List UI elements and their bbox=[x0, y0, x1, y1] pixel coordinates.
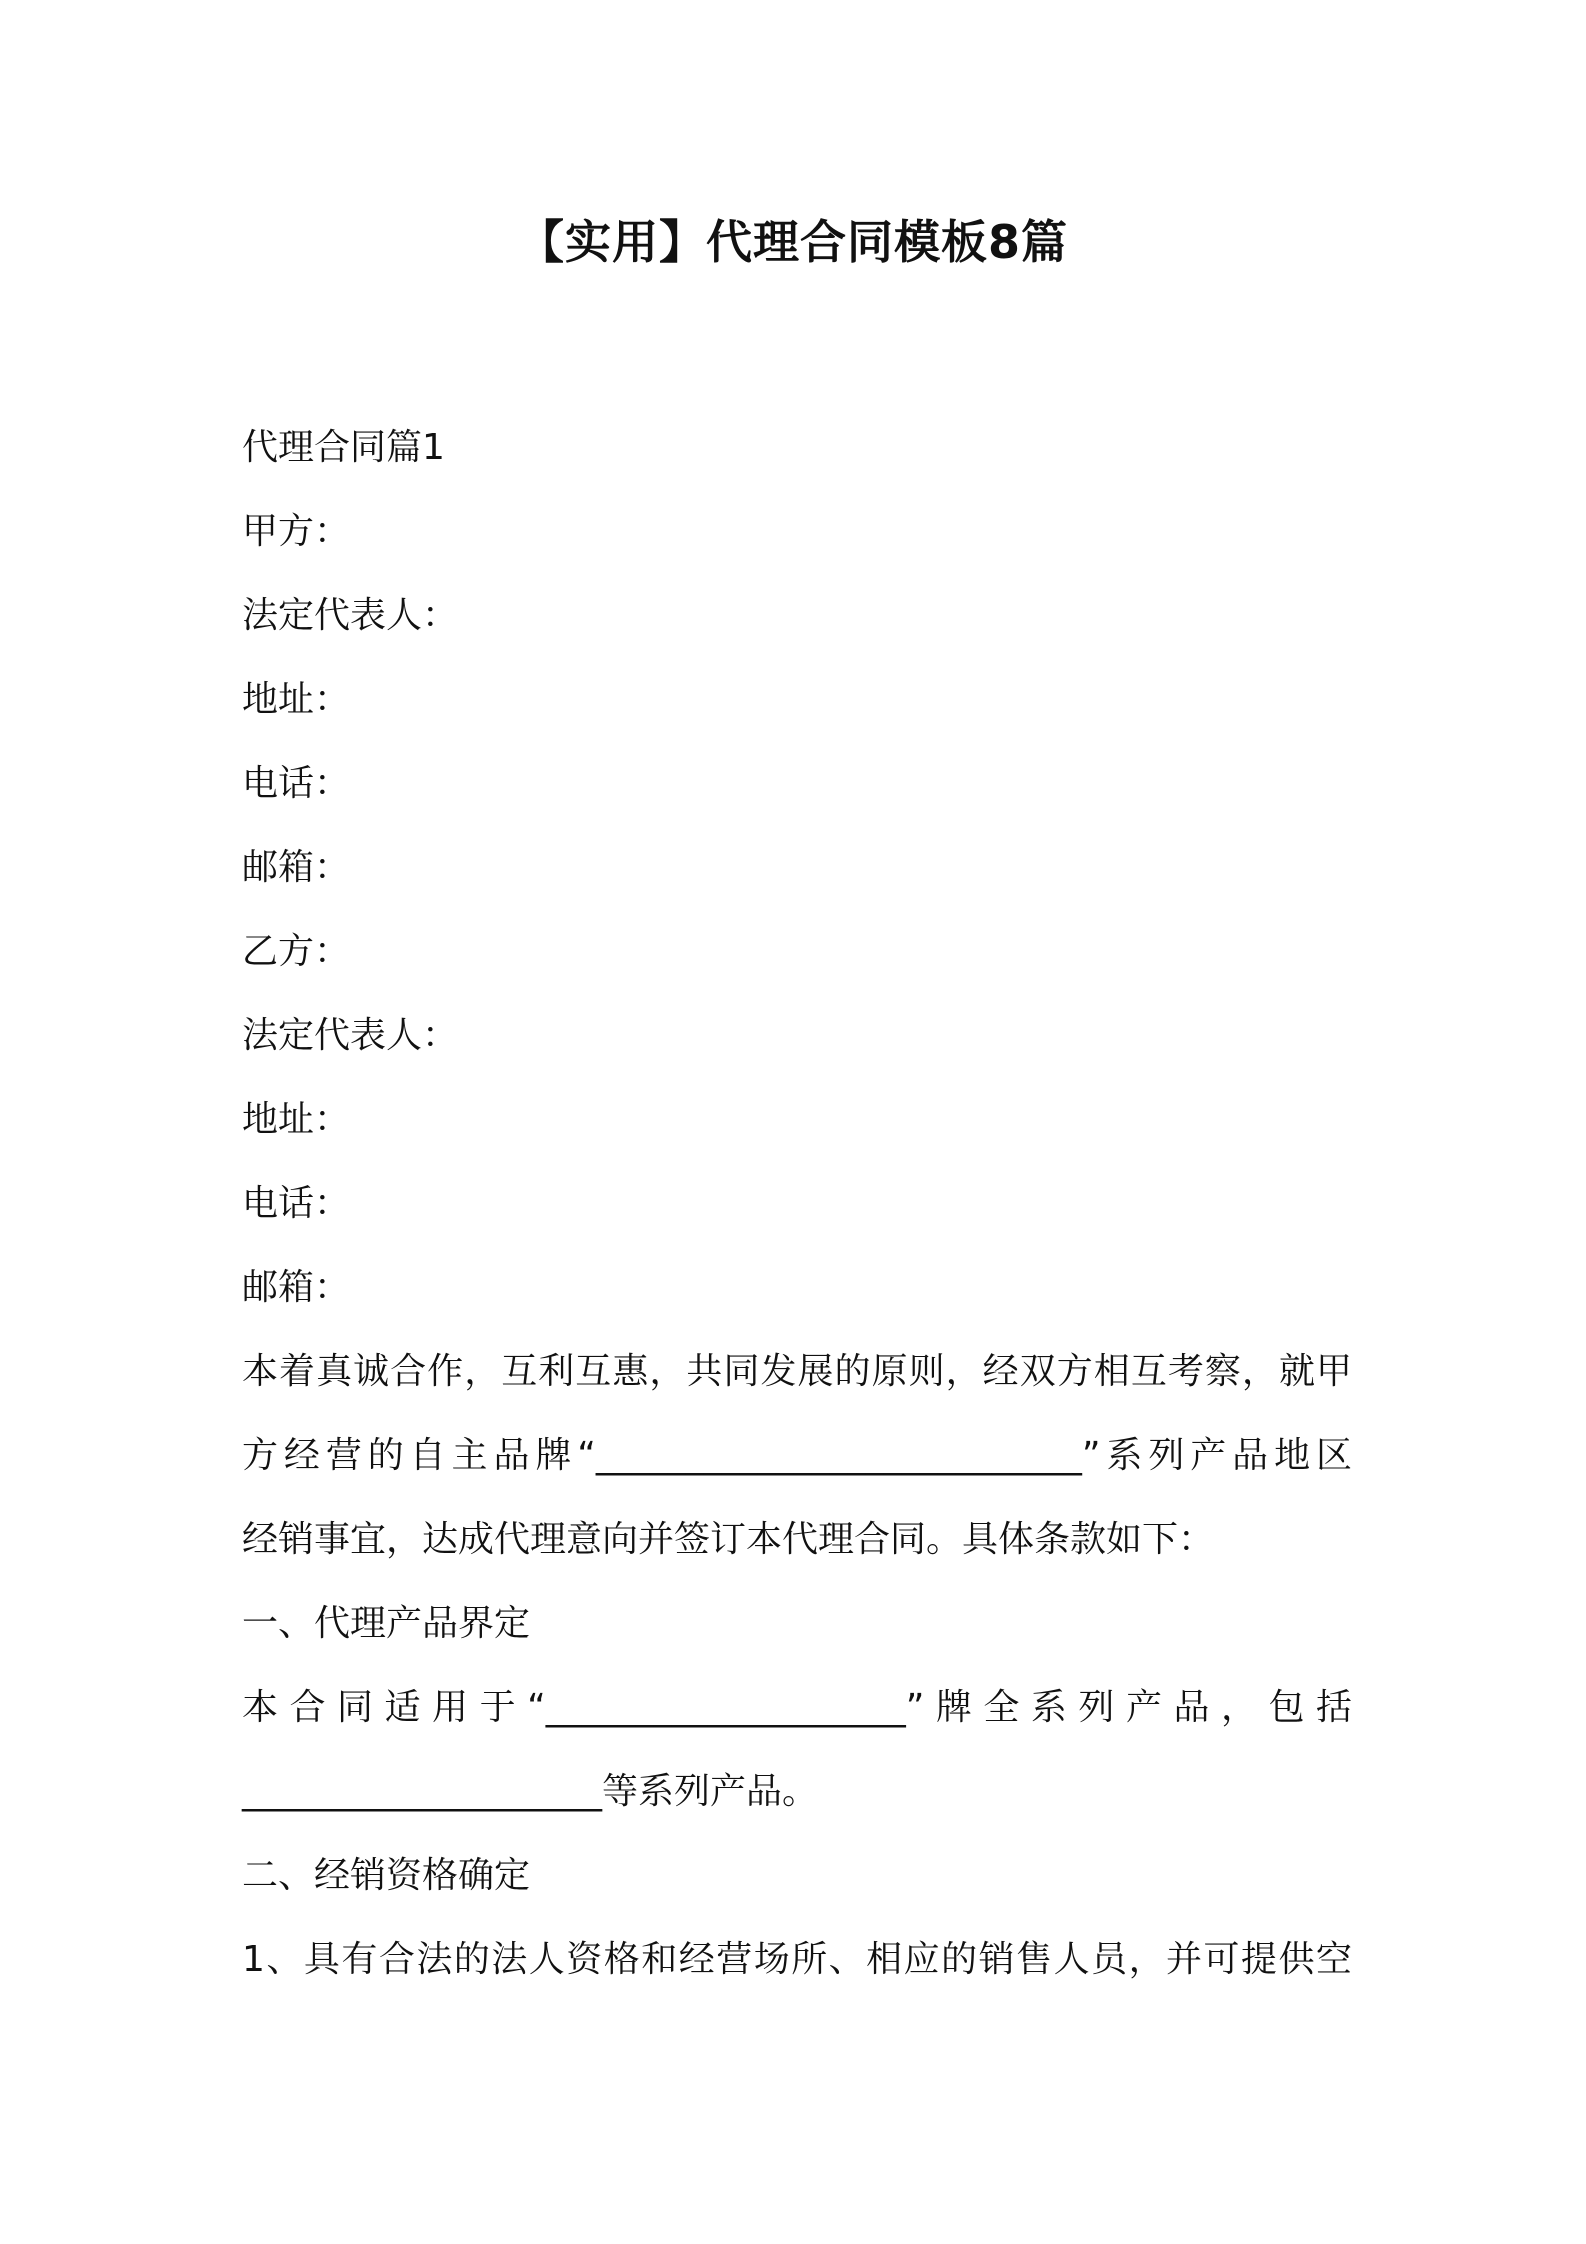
party-a-address: 地址： bbox=[242, 679, 351, 720]
party-a-phone: 电话： bbox=[242, 763, 351, 804]
clause-1-heading: 一、代理产品界定 bbox=[242, 1603, 531, 1644]
party-a-email: 邮箱： bbox=[242, 847, 351, 888]
preamble-line-1: 本着真诚合作，互利互惠，共同发展的原则，经双方相互考察，就甲 bbox=[242, 1351, 1352, 1392]
section-heading: 代理合同篇1 bbox=[242, 427, 445, 468]
party-a-label: 甲方： bbox=[242, 511, 351, 552]
preamble-line-2: 方经营的自主品牌“___________________________”系列产品地区 bbox=[242, 1435, 1352, 1476]
party-b-legal-rep: 法定代表人： bbox=[242, 1015, 459, 1056]
party-a-legal-rep: 法定代表人： bbox=[242, 595, 459, 636]
clause-1-line-1: 本合同适用于“____________________”牌全系列产品，包括 bbox=[242, 1687, 1352, 1728]
party-b-phone: 电话： bbox=[242, 1183, 351, 1224]
clause-1-line-2: ____________________等系列产品。 bbox=[242, 1771, 819, 1812]
clause-2-heading: 二、经销资格确定 bbox=[242, 1855, 531, 1896]
party-b-label: 乙方： bbox=[242, 931, 351, 972]
party-b-email: 邮箱： bbox=[242, 1267, 351, 1308]
preamble-line-3: 经销事宜，达成代理意向并签订本代理合同。具体条款如下： bbox=[242, 1519, 1215, 1560]
document-body bbox=[242, 406, 1352, 2002]
party-b-address: 地址： bbox=[242, 1099, 351, 1140]
clause-2-line-1: 1、具有合法的法人资格和经营场所、相应的销售人员，并可提供空 bbox=[242, 1939, 1352, 1980]
document-title: 【实用】代理合同模板8篇 bbox=[517, 215, 1068, 269]
